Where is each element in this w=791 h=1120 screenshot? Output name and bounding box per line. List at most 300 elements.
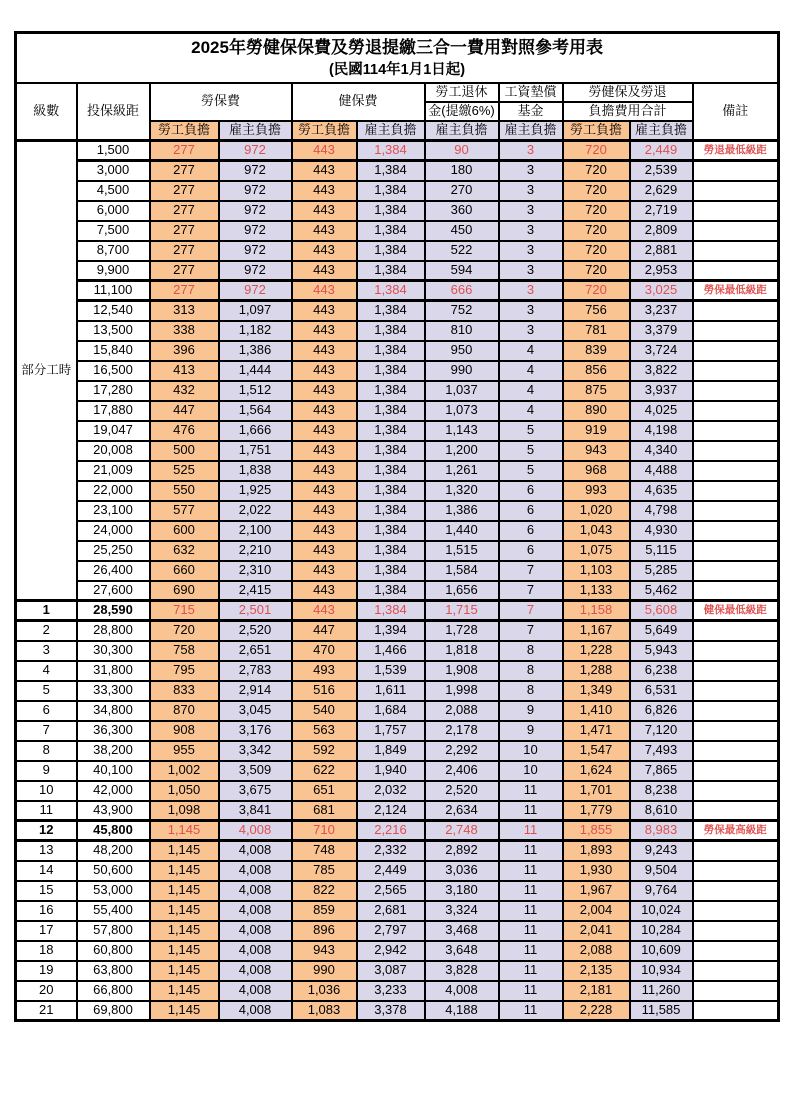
header-health-employer: 雇主負擔 [357,121,425,141]
table-row [16,1001,779,1021]
labor-employer-cell: 972 [219,181,292,201]
labor-employee-cell: 550 [150,481,219,501]
labor-employer-cell: 2,520 [219,621,292,641]
labor-employer-cell: 4,008 [219,921,292,941]
total-employer-cell: 3,937 [630,381,693,401]
labor-employer-cell: 2,914 [219,681,292,701]
bracket-cell: 12,540 [77,301,150,321]
labor-employer-cell: 2,100 [219,521,292,541]
bracket-cell: 22,000 [77,481,150,501]
bracket-cell: 20,008 [77,441,150,461]
total-employee-cell: 1,020 [563,501,630,521]
total-employer-cell: 4,340 [630,441,693,461]
labor-employer-cell: 1,512 [219,381,292,401]
health-employer-cell: 1,384 [357,441,425,461]
table-row [16,141,779,161]
table-row [16,881,779,901]
health-employer-cell: 2,565 [357,881,425,901]
total-employee-cell: 943 [563,441,630,461]
pension-cell: 1,715 [425,601,499,621]
note-cell [693,181,779,201]
health-employee-cell: 516 [292,681,357,701]
health-employer-cell: 1,384 [357,261,425,281]
wage-fund-cell: 8 [499,641,563,661]
header-pension-line2: 金(提繳6%) [425,102,499,121]
total-employee-cell: 1,158 [563,601,630,621]
wage-fund-cell: 8 [499,681,563,701]
bracket-cell: 7,500 [77,221,150,241]
level-cell: 10 [16,781,77,801]
level-cell: 8 [16,741,77,761]
level-cell: 3 [16,641,77,661]
note-cell [693,421,779,441]
level-cell: 14 [16,861,77,881]
health-employer-cell: 1,466 [357,641,425,661]
total-employee-cell: 2,004 [563,901,630,921]
total-employee-cell: 1,103 [563,561,630,581]
bracket-cell: 9,900 [77,261,150,281]
level-cell: 16 [16,901,77,921]
wage-fund-cell: 5 [499,441,563,461]
health-employer-cell: 1,384 [357,161,425,181]
note-cell [693,641,779,661]
note-cell [693,261,779,281]
health-employee-cell: 493 [292,661,357,681]
health-employee-cell: 443 [292,261,357,281]
pension-cell: 3,468 [425,921,499,941]
labor-employee-cell: 870 [150,701,219,721]
wage-fund-cell: 11 [499,961,563,981]
bracket-cell: 1,500 [77,141,150,161]
pension-cell: 3,036 [425,861,499,881]
pension-cell: 2,088 [425,701,499,721]
note-cell [693,621,779,641]
health-employee-cell: 443 [292,301,357,321]
labor-employer-cell: 972 [219,161,292,181]
bracket-cell: 19,047 [77,421,150,441]
wage-fund-cell: 11 [499,881,563,901]
health-employer-cell: 1,384 [357,501,425,521]
pension-cell: 2,178 [425,721,499,741]
table-row [16,281,779,301]
bracket-cell: 8,700 [77,241,150,261]
wage-fund-cell: 3 [499,301,563,321]
health-employer-cell: 2,449 [357,861,425,881]
health-employee-cell: 681 [292,801,357,821]
bracket-cell: 6,000 [77,201,150,221]
health-employee-cell: 443 [292,481,357,501]
health-employee-cell: 443 [292,321,357,341]
level-cell: 1 [16,601,77,621]
level-cell: 20 [16,981,77,1001]
total-employer-cell: 9,504 [630,861,693,881]
wage-fund-cell: 7 [499,561,563,581]
total-employee-cell: 1,547 [563,741,630,761]
labor-employee-cell: 690 [150,581,219,601]
health-employer-cell: 1,384 [357,301,425,321]
wage-fund-cell: 3 [499,321,563,341]
pension-cell: 2,634 [425,801,499,821]
total-employee-cell: 720 [563,181,630,201]
bracket-cell: 3,000 [77,161,150,181]
health-employee-cell: 785 [292,861,357,881]
table-row [16,921,779,941]
level-cell: 17 [16,921,77,941]
health-employer-cell: 1,384 [357,221,425,241]
health-employee-cell: 443 [292,561,357,581]
bracket-cell: 11,100 [77,281,150,301]
total-employee-cell: 2,041 [563,921,630,941]
title-row [16,33,779,83]
total-employee-cell: 1,471 [563,721,630,741]
level-cell: 5 [16,681,77,701]
pension-cell: 950 [425,341,499,361]
labor-employee-cell: 833 [150,681,219,701]
pension-cell: 3,648 [425,941,499,961]
health-employer-cell: 3,378 [357,1001,425,1021]
total-employer-cell: 2,719 [630,201,693,221]
total-employee-cell: 856 [563,361,630,381]
pension-cell: 666 [425,281,499,301]
total-employer-cell: 4,025 [630,401,693,421]
total-employee-cell: 919 [563,421,630,441]
header-pension-line1: 勞工退休 [425,83,499,102]
table-row [16,581,779,601]
total-employer-cell: 3,822 [630,361,693,381]
total-employer-cell: 5,649 [630,621,693,641]
total-employee-cell: 1,624 [563,761,630,781]
labor-employer-cell: 3,509 [219,761,292,781]
pension-cell: 1,440 [425,521,499,541]
reference-table-sheet [14,31,780,1022]
total-employee-cell: 875 [563,381,630,401]
health-employee-cell: 443 [292,141,357,161]
labor-employer-cell: 2,310 [219,561,292,581]
health-employee-cell: 896 [292,921,357,941]
table-row [16,341,779,361]
total-employer-cell: 2,449 [630,141,693,161]
note-cell [693,701,779,721]
total-employee-cell: 968 [563,461,630,481]
pension-cell: 360 [425,201,499,221]
health-employee-cell: 443 [292,281,357,301]
total-employee-cell: 720 [563,221,630,241]
bracket-cell: 24,000 [77,521,150,541]
header-labor-employer: 雇主負擔 [219,121,292,141]
header-labor-insurance: 勞保費 [150,83,292,121]
health-employee-cell: 540 [292,701,357,721]
labor-employer-cell: 3,675 [219,781,292,801]
note-cell [693,941,779,961]
page-subtitle: (民國114年1月1日起) [328,62,466,78]
labor-employee-cell: 277 [150,241,219,261]
labor-employee-cell: 1,145 [150,1001,219,1021]
total-employee-cell: 839 [563,341,630,361]
bracket-cell: 33,300 [77,681,150,701]
pension-cell: 1,818 [425,641,499,661]
bracket-cell: 28,800 [77,621,150,641]
labor-employee-cell: 338 [150,321,219,341]
table-row [16,661,779,681]
pension-cell: 1,998 [425,681,499,701]
wage-fund-cell: 5 [499,421,563,441]
health-employee-cell: 592 [292,741,357,761]
pension-cell: 3,180 [425,881,499,901]
health-employee-cell: 443 [292,581,357,601]
pension-cell: 1,200 [425,441,499,461]
table-row [16,501,779,521]
labor-employer-cell: 1,564 [219,401,292,421]
health-employee-cell: 443 [292,601,357,621]
level-cell: 9 [16,761,77,781]
total-employee-cell: 1,893 [563,841,630,861]
total-employer-cell: 3,379 [630,321,693,341]
total-employer-cell: 6,238 [630,661,693,681]
table-row [16,261,779,281]
header-health-employee: 勞工負擔 [292,121,357,141]
health-employee-cell: 563 [292,721,357,741]
health-employer-cell: 1,384 [357,241,425,261]
labor-employee-cell: 277 [150,141,219,161]
pension-cell: 3,828 [425,961,499,981]
health-employee-cell: 443 [292,201,357,221]
health-employee-cell: 748 [292,841,357,861]
total-employer-cell: 3,025 [630,281,693,301]
total-employee-cell: 756 [563,301,630,321]
wage-fund-cell: 11 [499,821,563,841]
labor-employee-cell: 1,002 [150,761,219,781]
wage-fund-cell: 8 [499,661,563,681]
table-row [16,981,779,1001]
wage-fund-cell: 11 [499,841,563,861]
health-employer-cell: 2,032 [357,781,425,801]
wage-fund-cell: 4 [499,341,563,361]
wage-fund-cell: 3 [499,261,563,281]
health-employer-cell: 2,124 [357,801,425,821]
table-row [16,381,779,401]
wage-fund-cell: 3 [499,161,563,181]
labor-employee-cell: 277 [150,161,219,181]
note-cell [693,801,779,821]
wage-fund-cell: 10 [499,761,563,781]
pension-cell: 2,892 [425,841,499,861]
labor-employee-cell: 600 [150,521,219,541]
bracket-cell: 25,250 [77,541,150,561]
bracket-cell: 57,800 [77,921,150,941]
total-employer-cell: 2,953 [630,261,693,281]
bracket-cell: 15,840 [77,341,150,361]
total-employer-cell: 5,285 [630,561,693,581]
labor-employer-cell: 4,008 [219,981,292,1001]
table-row [16,201,779,221]
total-employer-cell: 5,608 [630,601,693,621]
pension-cell: 1,908 [425,661,499,681]
total-employee-cell: 2,135 [563,961,630,981]
wage-fund-cell: 4 [499,361,563,381]
wage-fund-cell: 11 [499,781,563,801]
note-cell [693,161,779,181]
total-employer-cell: 7,493 [630,741,693,761]
note-cell [693,321,779,341]
note-cell [693,301,779,321]
labor-employee-cell: 1,050 [150,781,219,801]
note-cell [693,581,779,601]
health-employer-cell: 1,757 [357,721,425,741]
pension-cell: 450 [425,221,499,241]
labor-employee-cell: 1,145 [150,841,219,861]
total-employee-cell: 1,075 [563,541,630,561]
note-cell [693,981,779,1001]
level-cell: 2 [16,621,77,641]
table-row [16,721,779,741]
health-employer-cell: 1,684 [357,701,425,721]
health-employer-cell: 1,849 [357,741,425,761]
total-employer-cell: 10,609 [630,941,693,961]
total-employee-cell: 1,967 [563,881,630,901]
labor-employee-cell: 1,145 [150,961,219,981]
labor-employee-cell: 908 [150,721,219,741]
level-cell: 18 [16,941,77,961]
pension-cell: 2,748 [425,821,499,841]
wage-fund-cell: 6 [499,541,563,561]
health-employee-cell: 822 [292,881,357,901]
table-body [16,141,779,1021]
note-cell [693,241,779,261]
total-employee-cell: 720 [563,261,630,281]
table-row [16,801,779,821]
labor-employer-cell: 2,022 [219,501,292,521]
labor-employee-cell: 525 [150,461,219,481]
health-employee-cell: 443 [292,401,357,421]
level-cell: 11 [16,801,77,821]
labor-employer-cell: 4,008 [219,961,292,981]
wage-fund-cell: 11 [499,941,563,961]
total-employer-cell: 8,983 [630,821,693,841]
labor-employer-cell: 972 [219,141,292,161]
labor-employee-cell: 277 [150,181,219,201]
pension-cell: 1,143 [425,421,499,441]
health-employer-cell: 1,384 [357,201,425,221]
table-row [16,901,779,921]
health-employer-cell: 1,384 [357,521,425,541]
labor-employer-cell: 1,925 [219,481,292,501]
labor-employer-cell: 1,838 [219,461,292,481]
health-employer-cell: 1,384 [357,381,425,401]
labor-employee-cell: 660 [150,561,219,581]
total-employee-cell: 1,167 [563,621,630,641]
health-employee-cell: 443 [292,161,357,181]
bracket-cell: 16,500 [77,361,150,381]
total-employee-cell: 2,088 [563,941,630,961]
total-employer-cell: 11,585 [630,1001,693,1021]
health-employee-cell: 859 [292,901,357,921]
labor-employee-cell: 715 [150,601,219,621]
labor-employer-cell: 4,008 [219,1001,292,1021]
note-cell [693,561,779,581]
labor-employer-cell: 2,210 [219,541,292,561]
table-row [16,741,779,761]
table-row [16,601,779,621]
pension-cell: 4,188 [425,1001,499,1021]
bracket-cell: 60,800 [77,941,150,961]
bracket-cell: 53,000 [77,881,150,901]
header-health-insurance: 健保費 [292,83,425,121]
note-cell: 勞保最高級距 [693,821,779,841]
pension-cell: 180 [425,161,499,181]
table-row [16,561,779,581]
labor-employer-cell: 2,651 [219,641,292,661]
pension-cell: 594 [425,261,499,281]
bracket-cell: 17,880 [77,401,150,421]
health-employee-cell: 443 [292,221,357,241]
total-employee-cell: 1,133 [563,581,630,601]
header-labor-employee: 勞工負擔 [150,121,219,141]
total-employer-cell: 2,539 [630,161,693,181]
note-cell [693,901,779,921]
table-row [16,641,779,661]
table-row [16,681,779,701]
note-cell [693,381,779,401]
total-employee-cell: 1,855 [563,821,630,841]
pension-cell: 1,320 [425,481,499,501]
pension-cell: 2,406 [425,761,499,781]
wage-fund-cell: 3 [499,201,563,221]
labor-employee-cell: 277 [150,261,219,281]
labor-employee-cell: 500 [150,441,219,461]
health-employee-cell: 443 [292,181,357,201]
pension-cell: 1,728 [425,621,499,641]
health-employee-cell: 651 [292,781,357,801]
total-employee-cell: 1,930 [563,861,630,881]
labor-employee-cell: 1,145 [150,821,219,841]
bracket-cell: 4,500 [77,181,150,201]
total-employer-cell: 10,284 [630,921,693,941]
note-cell [693,521,779,541]
note-cell [693,541,779,561]
health-employer-cell: 2,332 [357,841,425,861]
health-employer-cell: 2,681 [357,901,425,921]
total-employer-cell: 8,610 [630,801,693,821]
labor-employer-cell: 4,008 [219,821,292,841]
level-cell: 13 [16,841,77,861]
health-employee-cell: 443 [292,421,357,441]
bracket-cell: 26,400 [77,561,150,581]
health-employer-cell: 1,384 [357,561,425,581]
health-employee-cell: 943 [292,941,357,961]
pension-cell: 90 [425,141,499,161]
wage-fund-cell: 3 [499,141,563,161]
table-row [16,961,779,981]
bracket-cell: 69,800 [77,1001,150,1021]
labor-employer-cell: 4,008 [219,901,292,921]
labor-employee-cell: 277 [150,201,219,221]
health-employer-cell: 1,611 [357,681,425,701]
table-row [16,221,779,241]
total-employer-cell: 3,237 [630,301,693,321]
health-employee-cell: 443 [292,381,357,401]
note-cell [693,481,779,501]
health-employer-cell: 1,384 [357,361,425,381]
header-total-employer: 雇主負擔 [630,121,693,141]
wage-fund-cell: 9 [499,701,563,721]
table-row [16,241,779,261]
note-cell [693,341,779,361]
health-employee-cell: 1,036 [292,981,357,1001]
bracket-cell: 23,100 [77,501,150,521]
total-employee-cell: 1,228 [563,641,630,661]
bracket-cell: 28,590 [77,601,150,621]
header-pension-employer: 雇主負擔 [425,121,499,141]
